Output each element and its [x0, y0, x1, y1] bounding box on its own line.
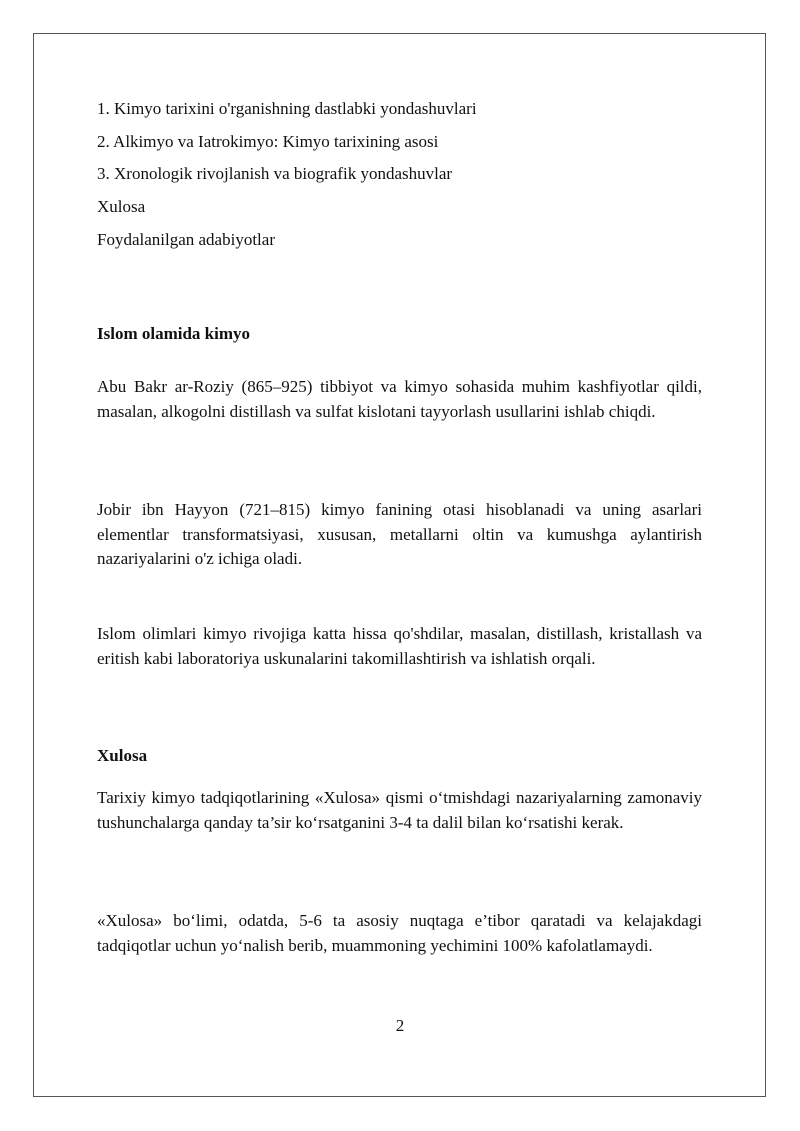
toc-item-2: 2. Alkimyo va Iatrokimyo: Kimyo tarixining asosi [97, 132, 439, 151]
toc-item-5: Foydalanilgan adabiyotlar [97, 230, 275, 249]
toc-item-3: 3. Xronologik rivojlanish va biografik yondashuvlar [97, 164, 453, 183]
toc-item-1: 1. Kimyo tarixini o'rganishning dastlabki yondashuvlari [97, 99, 477, 118]
section-heading-xulosa: Xulosa [97, 746, 148, 765]
page-number: 2 [395, 1016, 405, 1035]
toc-item-4: Xulosa [97, 197, 146, 216]
paragraph-xulosa-2: «Xulosa» bo‘limi, odatda, 5-6 ta asosiy nuqtaga e’tibor qaratadi va kelajakdagi tadqiqotlar uchun yo‘nalish berib, muammoning yechimini 100% kafolatlamaydi. [97, 911, 702, 955]
paragraph-roziy: Abu Bakr ar-Roziy (865–925) tibbiyot va kimyo sohasida muhim kashfiyotlar qildi, masalan, alkogolni distillash va sulfat kislotani tayyorlash usullarini ishlab chiqdi. [97, 377, 702, 421]
paragraph-islom-olimlari: Islom olimlari kimyo rivojiga katta hissa qo'shdilar, masalan, distillash, kristallash va eritish kabi laboratoriya uskunalarini takomillashtirish va ishlatish orqali. [97, 624, 702, 668]
paragraph-jobir: Jobir ibn Hayyon (721–815) kimyo fanining otasi hisoblanadi va uning asarlari elementlar transformatsiyasi, xususan, metallarni oltin va kumushga aylantirish nazariyalarini o'z ichiga oladi. [97, 500, 702, 568]
paragraph-xulosa-1: Tarixiy kimyo tadqiqotlarining «Xulosa» qismi o‘tmishdagi nazariyalarning zamonaviy tushunchalarga qanday ta’sir ko‘rsatganini 3-4 ta dalil bilan ko‘rsatishi kerak. [97, 788, 702, 832]
section-heading-islom: Islom olamida kimyo [97, 324, 251, 343]
